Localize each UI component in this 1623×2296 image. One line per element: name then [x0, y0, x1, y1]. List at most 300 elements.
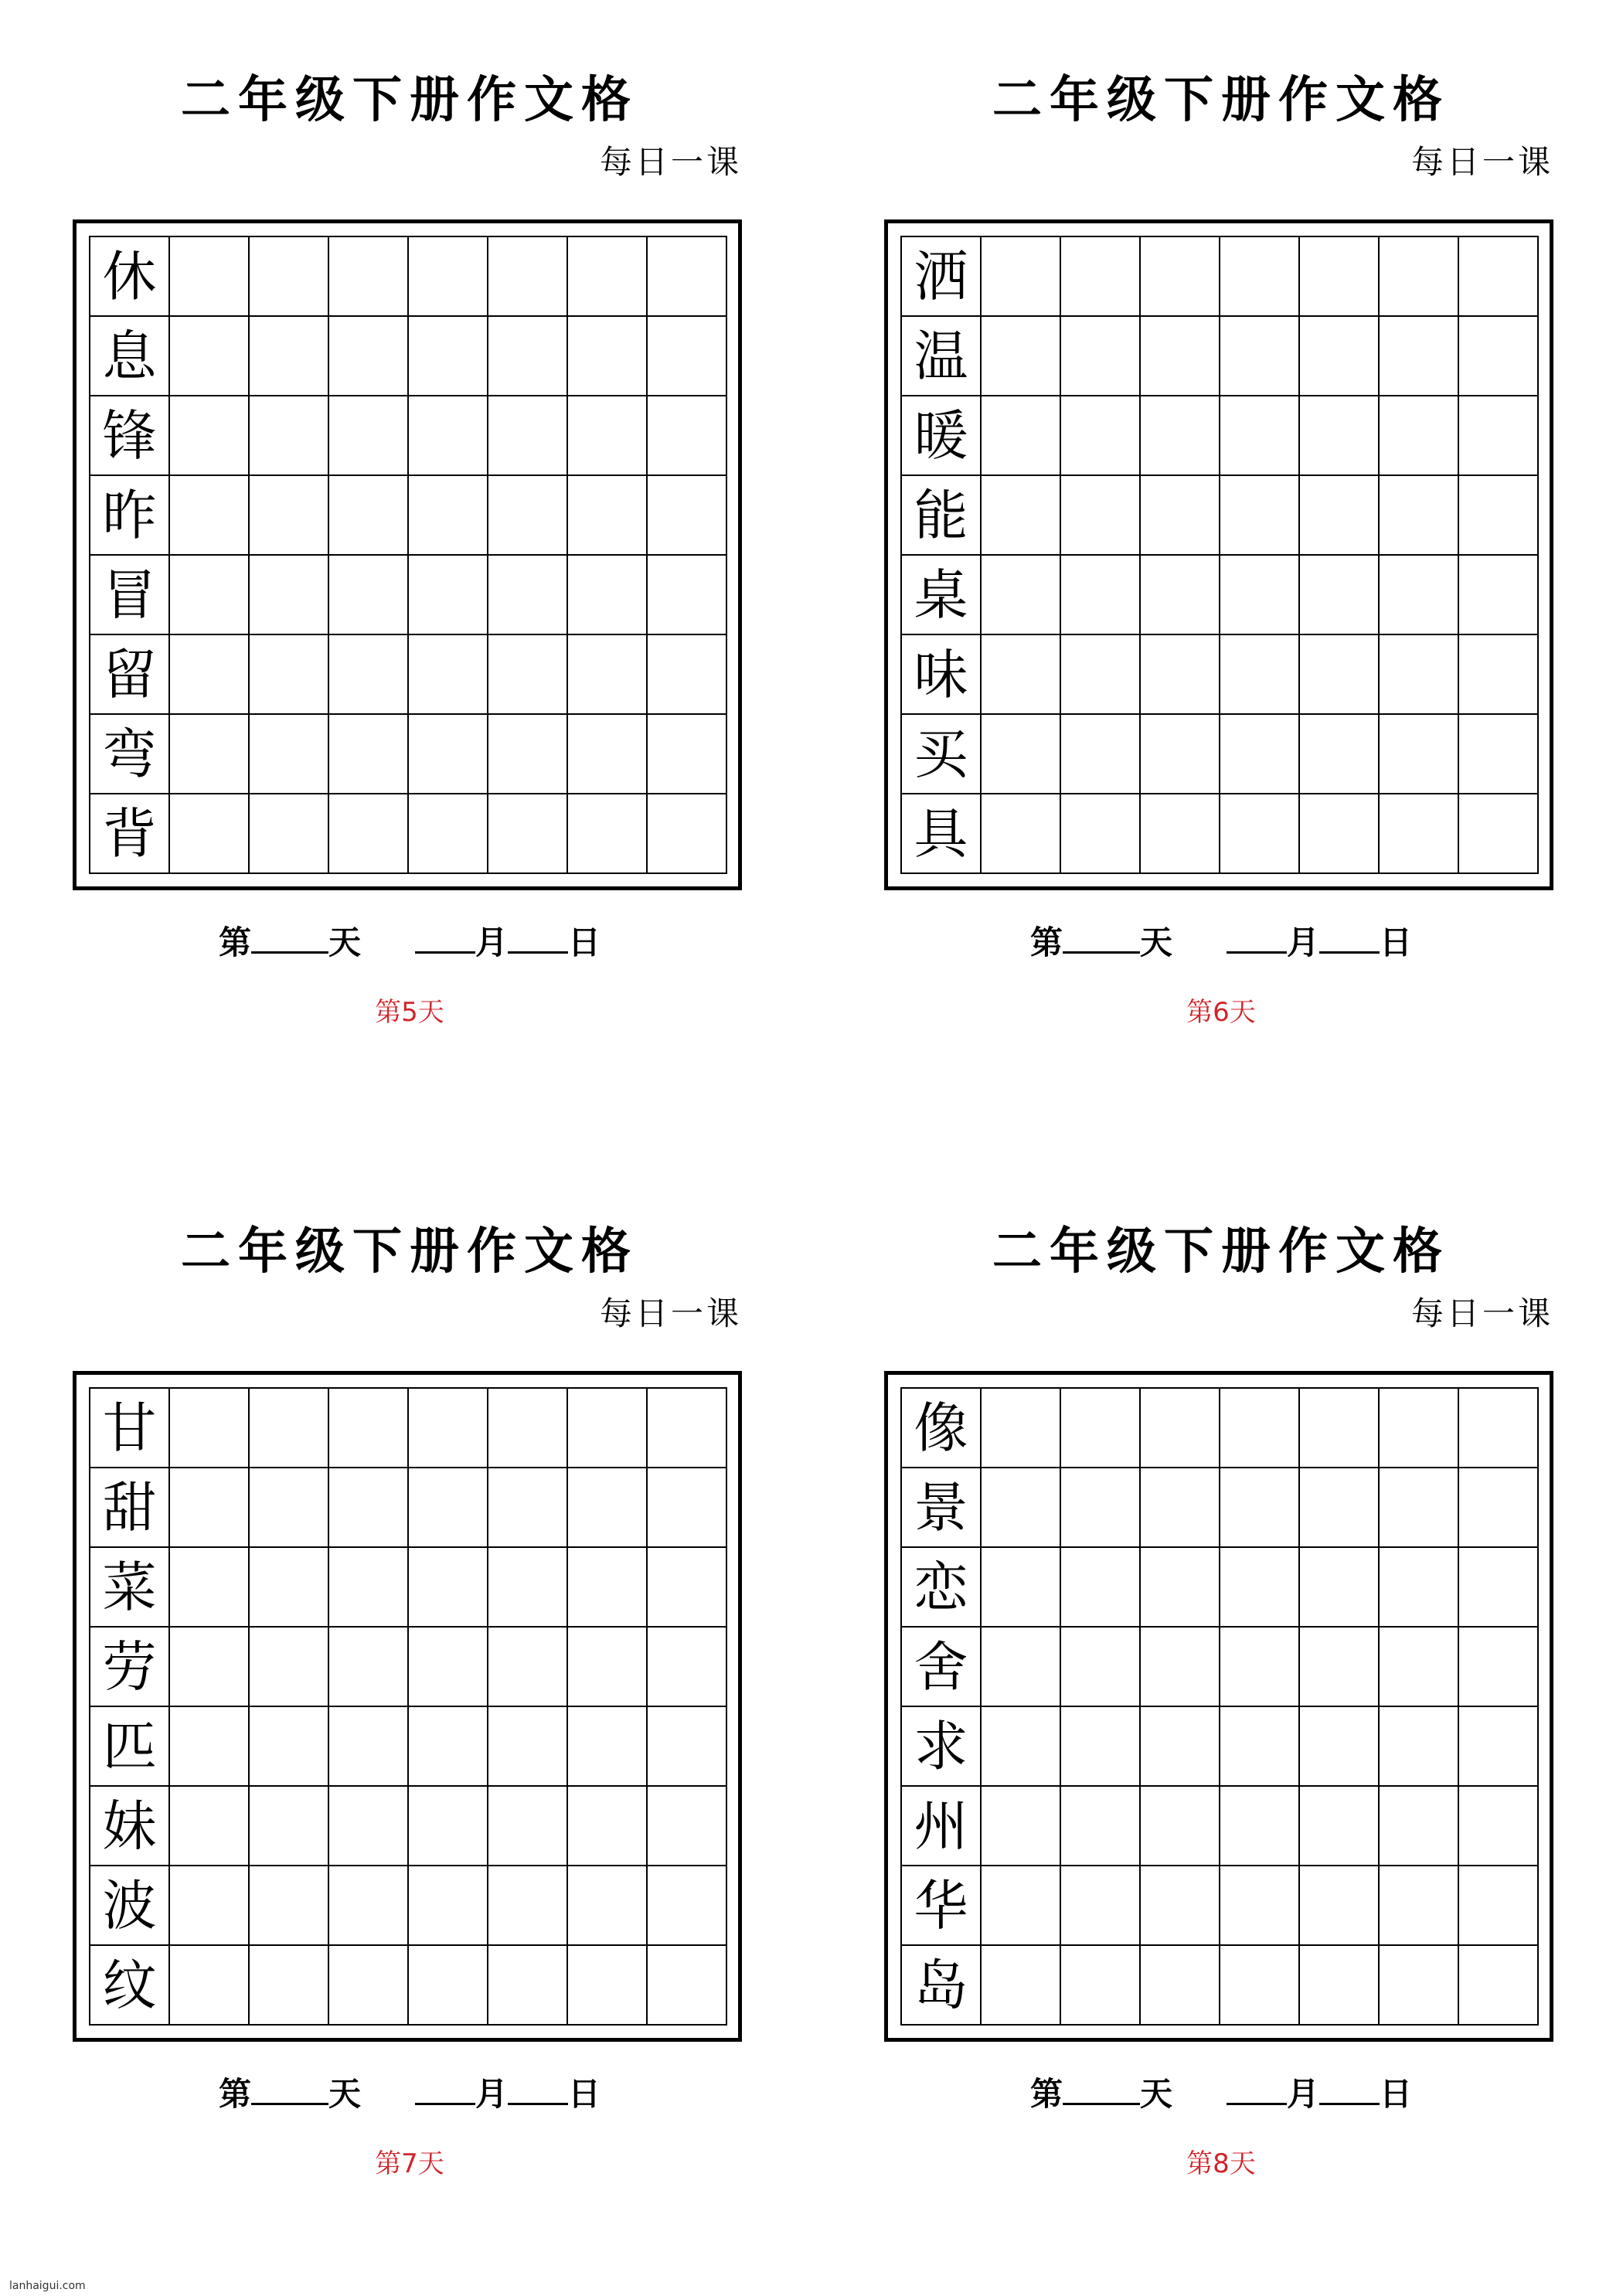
practice-cell[interactable]	[329, 1787, 409, 1866]
practice-cell[interactable]	[1300, 476, 1380, 556]
practice-cell[interactable]	[1380, 476, 1459, 556]
practice-cell[interactable]	[329, 1866, 409, 1946]
practice-cell[interactable]	[488, 396, 568, 476]
practice-cell[interactable]	[1141, 237, 1220, 317]
practice-cell[interactable]	[982, 1628, 1061, 1707]
practice-cell[interactable]	[1300, 237, 1380, 317]
model-character-cell: 买	[902, 715, 982, 794]
practice-cell[interactable]	[170, 556, 250, 635]
model-character-cell: 波	[90, 1866, 170, 1946]
practice-cell[interactable]	[170, 1389, 250, 1468]
practice-cell[interactable]	[329, 317, 409, 396]
day-word: 天	[328, 2075, 361, 2113]
practice-cell[interactable]	[648, 715, 727, 794]
worksheet-panel	[812, 0, 1623, 1036]
model-character-cell: 菜	[90, 1548, 170, 1628]
model-character-cell: 留	[90, 635, 170, 715]
practice-cell[interactable]	[488, 1548, 568, 1628]
date-blank[interactable]	[508, 2073, 568, 2105]
practice-cell[interactable]	[409, 1468, 488, 1548]
practice-cell[interactable]	[1300, 1468, 1380, 1548]
practice-cell[interactable]	[250, 1707, 329, 1787]
practice-cell[interactable]	[250, 396, 329, 476]
practice-cell[interactable]	[1300, 1866, 1380, 1946]
practice-cell[interactable]	[1300, 715, 1380, 794]
month-blank[interactable]	[1227, 2073, 1287, 2105]
practice-cell[interactable]	[1220, 635, 1300, 715]
practice-cell[interactable]	[1459, 635, 1539, 715]
month-word: 月	[1287, 2075, 1320, 2113]
day-word: 天	[1139, 2075, 1172, 2113]
practice-cell[interactable]	[568, 715, 648, 794]
practice-cell[interactable]	[1459, 1389, 1539, 1468]
practice-cell[interactable]	[170, 317, 250, 396]
practice-cell[interactable]	[1459, 1628, 1539, 1707]
practice-cell[interactable]	[329, 1707, 409, 1787]
model-character-cell: 桌	[902, 556, 982, 635]
day-label: 第7天	[375, 2148, 444, 2179]
practice-cell[interactable]	[409, 1707, 488, 1787]
worksheet-title: 二年级下册作文格	[992, 71, 1450, 129]
practice-cell[interactable]	[329, 556, 409, 635]
practice-cell[interactable]	[329, 396, 409, 476]
day-number-blank[interactable]	[1063, 922, 1140, 954]
practice-cell[interactable]	[1459, 1787, 1539, 1866]
practice-cell[interactable]	[568, 317, 648, 396]
practice-cell[interactable]	[1141, 1389, 1220, 1468]
practice-cell[interactable]	[1300, 556, 1380, 635]
date-line	[0, 920, 819, 966]
practice-cell[interactable]	[1141, 396, 1220, 476]
practice-cell[interactable]	[1380, 1628, 1459, 1707]
model-character-cell: 锋	[90, 396, 170, 476]
practice-cell[interactable]	[329, 1468, 409, 1548]
practice-cell[interactable]	[1300, 1548, 1380, 1628]
practice-cell[interactable]	[409, 556, 488, 635]
model-character-cell: 具	[902, 794, 982, 874]
practice-cell[interactable]	[329, 1389, 409, 1468]
practice-cell[interactable]	[568, 1707, 648, 1787]
date-line	[812, 2071, 1623, 2117]
practice-cell[interactable]	[1459, 396, 1539, 476]
practice-cell[interactable]	[1220, 1628, 1300, 1707]
practice-cell[interactable]	[1380, 237, 1459, 317]
model-character-cell: 背	[90, 794, 170, 874]
practice-cell[interactable]	[1380, 396, 1459, 476]
month-blank[interactable]	[1227, 922, 1287, 954]
model-character-cell: 纹	[90, 1946, 170, 2026]
practice-cell[interactable]	[1061, 1548, 1141, 1628]
practice-cell[interactable]	[170, 1628, 250, 1707]
writing-grid-frame	[73, 219, 742, 890]
practice-cell[interactable]	[1061, 237, 1141, 317]
practice-cell[interactable]	[250, 1787, 329, 1866]
practice-cell[interactable]	[648, 476, 727, 556]
model-character-cell: 弯	[90, 715, 170, 794]
practice-cell[interactable]	[1380, 1389, 1459, 1468]
practice-cell[interactable]	[1300, 317, 1380, 396]
practice-cell[interactable]	[170, 1866, 250, 1946]
model-character-cell: 甘	[90, 1389, 170, 1468]
month-blank[interactable]	[415, 922, 475, 954]
practice-cell[interactable]	[1220, 1866, 1300, 1946]
practice-cell[interactable]	[488, 1389, 568, 1468]
month-blank[interactable]	[415, 2073, 475, 2105]
practice-cell[interactable]	[409, 476, 488, 556]
practice-cell[interactable]	[250, 1946, 329, 2026]
practice-cell[interactable]	[170, 635, 250, 715]
practice-cell[interactable]	[250, 794, 329, 874]
month-word: 月	[475, 2075, 509, 2113]
practice-cell[interactable]	[1459, 1707, 1539, 1787]
worksheet-title: 二年级下册作文格	[992, 1223, 1450, 1281]
practice-cell[interactable]	[250, 1548, 329, 1628]
practice-cell[interactable]	[1141, 794, 1220, 874]
practice-cell[interactable]	[1061, 396, 1141, 476]
practice-cell[interactable]	[1220, 556, 1300, 635]
practice-cell[interactable]	[982, 635, 1061, 715]
practice-cell[interactable]	[1061, 1787, 1141, 1866]
practice-cell[interactable]	[329, 1548, 409, 1628]
day-label: 第6天	[1186, 997, 1256, 1028]
practice-cell[interactable]	[1220, 794, 1300, 874]
practice-cell[interactable]	[1459, 556, 1539, 635]
date-line	[812, 920, 1623, 966]
day-prefix: 第	[218, 2075, 251, 2113]
practice-cell[interactable]	[1220, 1946, 1300, 2026]
practice-cell[interactable]	[329, 1946, 409, 2026]
date-word: 日	[1380, 924, 1413, 961]
model-character-cell: 暖	[902, 396, 982, 476]
practice-cell[interactable]	[982, 1707, 1061, 1787]
practice-cell[interactable]	[170, 1707, 250, 1787]
practice-cell[interactable]	[250, 476, 329, 556]
practice-cell[interactable]	[329, 635, 409, 715]
practice-cell[interactable]	[250, 317, 329, 396]
practice-cell[interactable]	[648, 1787, 727, 1866]
practice-cell[interactable]	[1061, 317, 1141, 396]
practice-cell[interactable]	[648, 1707, 727, 1787]
day-number-blank[interactable]	[251, 922, 328, 954]
practice-cell[interactable]	[1141, 1548, 1220, 1628]
practice-cell[interactable]	[250, 556, 329, 635]
practice-cell[interactable]	[982, 1548, 1061, 1628]
practice-cell[interactable]	[568, 476, 648, 556]
practice-cell[interactable]	[568, 635, 648, 715]
practice-cell[interactable]	[488, 1787, 568, 1866]
practice-cell[interactable]	[409, 237, 488, 317]
practice-cell[interactable]	[1061, 1628, 1141, 1707]
practice-cell[interactable]	[1141, 1866, 1220, 1946]
model-character-cell: 昨	[90, 476, 170, 556]
practice-cell[interactable]	[982, 1866, 1061, 1946]
date-word: 日	[1380, 2075, 1413, 2113]
practice-cell[interactable]	[1380, 1707, 1459, 1787]
day-word: 天	[328, 924, 361, 961]
month-word: 月	[475, 924, 509, 961]
practice-cell[interactable]	[409, 794, 488, 874]
practice-cell[interactable]	[568, 237, 648, 317]
practice-cell[interactable]	[982, 715, 1061, 794]
model-character-cell: 匹	[90, 1707, 170, 1787]
practice-cell[interactable]	[488, 556, 568, 635]
practice-cell[interactable]	[1380, 1866, 1459, 1946]
practice-cell[interactable]	[1459, 1548, 1539, 1628]
practice-cell[interactable]	[1459, 715, 1539, 794]
model-character-cell: 温	[902, 317, 982, 396]
practice-cell[interactable]	[250, 1389, 329, 1468]
practice-cell[interactable]	[329, 715, 409, 794]
worksheet-subtitle: 每日一课	[599, 143, 742, 181]
practice-cell[interactable]	[568, 1787, 648, 1866]
practice-cell[interactable]	[1459, 1468, 1539, 1548]
practice-cell[interactable]	[409, 1866, 488, 1946]
day-label: 第5天	[375, 997, 444, 1028]
practice-cell[interactable]	[250, 1628, 329, 1707]
practice-cell[interactable]	[1300, 635, 1380, 715]
day-label: 第8天	[1186, 2148, 1256, 2179]
date-line	[0, 2071, 819, 2117]
practice-cell[interactable]	[1141, 1468, 1220, 1548]
practice-cell[interactable]	[982, 1468, 1061, 1548]
practice-cell[interactable]	[329, 476, 409, 556]
model-character-cell: 恋	[902, 1548, 982, 1628]
practice-cell[interactable]	[1300, 396, 1380, 476]
worksheet-panel	[0, 0, 819, 1036]
practice-cell[interactable]	[982, 794, 1061, 874]
model-character-cell: 冒	[90, 556, 170, 635]
practice-cell[interactable]	[1300, 1628, 1380, 1707]
practice-cell[interactable]	[1380, 317, 1459, 396]
worksheet-panel	[812, 1151, 1623, 2187]
practice-cell[interactable]	[170, 1946, 250, 2026]
practice-cell[interactable]	[250, 635, 329, 715]
practice-cell[interactable]	[648, 635, 727, 715]
practice-cell[interactable]	[648, 1468, 727, 1548]
practice-cell[interactable]	[409, 1787, 488, 1866]
practice-cell[interactable]	[1220, 1389, 1300, 1468]
practice-cell[interactable]	[648, 317, 727, 396]
model-character-cell: 息	[90, 317, 170, 396]
practice-cell[interactable]	[1061, 1468, 1141, 1548]
model-character-cell: 能	[902, 476, 982, 556]
model-character-cell: 华	[902, 1866, 982, 1946]
practice-cell[interactable]	[170, 237, 250, 317]
model-character-cell: 像	[902, 1389, 982, 1468]
practice-cell[interactable]	[1141, 635, 1220, 715]
practice-cell[interactable]	[568, 556, 648, 635]
practice-cell[interactable]	[982, 476, 1061, 556]
date-word: 日	[568, 924, 601, 961]
practice-cell[interactable]	[1061, 476, 1141, 556]
practice-cell[interactable]	[488, 1707, 568, 1787]
practice-cell[interactable]	[488, 794, 568, 874]
practice-cell[interactable]	[1061, 1389, 1141, 1468]
practice-cell[interactable]	[1061, 556, 1141, 635]
practice-cell[interactable]	[409, 1548, 488, 1628]
practice-cell[interactable]	[648, 1548, 727, 1628]
practice-cell[interactable]	[170, 396, 250, 476]
writing-grid	[900, 236, 1539, 874]
practice-cell[interactable]	[1300, 794, 1380, 874]
day-prefix: 第	[1029, 2075, 1063, 2113]
model-character-cell: 味	[902, 635, 982, 715]
worksheet-subtitle: 每日一课	[1410, 143, 1553, 181]
month-word: 月	[1287, 924, 1320, 961]
practice-cell[interactable]	[568, 794, 648, 874]
writing-grid	[89, 1387, 727, 2026]
practice-cell[interactable]	[1220, 317, 1300, 396]
practice-cell[interactable]	[1300, 1707, 1380, 1787]
practice-cell[interactable]	[1380, 1548, 1459, 1628]
practice-cell[interactable]	[648, 1866, 727, 1946]
practice-cell[interactable]	[982, 1389, 1061, 1468]
worksheet-title: 二年级下册作文格	[181, 71, 638, 129]
practice-cell[interactable]	[568, 1468, 648, 1548]
practice-cell[interactable]	[982, 556, 1061, 635]
practice-cell[interactable]	[488, 1946, 568, 2026]
worksheet-subtitle: 每日一课	[599, 1294, 742, 1332]
practice-cell[interactable]	[1141, 715, 1220, 794]
practice-cell[interactable]	[409, 715, 488, 794]
practice-cell[interactable]	[568, 1548, 648, 1628]
practice-cell[interactable]	[170, 1468, 250, 1548]
practice-cell[interactable]	[170, 715, 250, 794]
writing-grid	[900, 1387, 1539, 2026]
practice-cell[interactable]	[488, 237, 568, 317]
practice-cell[interactable]	[488, 1628, 568, 1707]
practice-cell[interactable]	[170, 476, 250, 556]
practice-cell[interactable]	[1061, 635, 1141, 715]
practice-cell[interactable]	[1380, 556, 1459, 635]
practice-cell[interactable]	[648, 556, 727, 635]
practice-cell[interactable]	[488, 476, 568, 556]
practice-cell[interactable]	[1220, 1548, 1300, 1628]
practice-cell[interactable]	[1380, 1787, 1459, 1866]
day-prefix: 第	[1029, 924, 1063, 961]
practice-cell[interactable]	[568, 1628, 648, 1707]
practice-cell[interactable]	[982, 396, 1061, 476]
practice-cell[interactable]	[1459, 1946, 1539, 2026]
practice-cell[interactable]	[1061, 1707, 1141, 1787]
practice-cell[interactable]	[1380, 1468, 1459, 1548]
practice-cell[interactable]	[1220, 715, 1300, 794]
day-number-blank[interactable]	[1063, 2073, 1140, 2105]
practice-cell[interactable]	[648, 1628, 727, 1707]
practice-cell[interactable]	[1380, 794, 1459, 874]
model-character-cell: 景	[902, 1468, 982, 1548]
practice-cell[interactable]	[982, 317, 1061, 396]
practice-cell[interactable]	[568, 1866, 648, 1946]
model-character-cell: 甜	[90, 1468, 170, 1548]
practice-cell[interactable]	[982, 1946, 1061, 2026]
practice-cell[interactable]	[250, 1468, 329, 1548]
practice-cell[interactable]	[568, 396, 648, 476]
worksheet-subtitle: 每日一课	[1410, 1294, 1553, 1332]
practice-cell[interactable]	[568, 1389, 648, 1468]
practice-cell[interactable]	[1061, 1946, 1141, 2026]
practice-cell[interactable]	[329, 1628, 409, 1707]
practice-cell[interactable]	[1220, 237, 1300, 317]
practice-cell[interactable]	[329, 237, 409, 317]
practice-cell[interactable]	[1061, 1866, 1141, 1946]
practice-cell[interactable]	[1380, 715, 1459, 794]
practice-cell[interactable]	[409, 1389, 488, 1468]
practice-cell[interactable]	[982, 237, 1061, 317]
practice-cell[interactable]	[409, 396, 488, 476]
practice-cell[interactable]	[1141, 476, 1220, 556]
day-number-blank[interactable]	[251, 2073, 328, 2105]
practice-cell[interactable]	[648, 1946, 727, 2026]
practice-cell[interactable]	[488, 635, 568, 715]
practice-cell[interactable]	[648, 237, 727, 317]
practice-cell[interactable]	[648, 396, 727, 476]
practice-cell[interactable]	[488, 1468, 568, 1548]
practice-cell[interactable]	[648, 794, 727, 874]
practice-cell[interactable]	[1300, 1389, 1380, 1468]
practice-cell[interactable]	[1459, 317, 1539, 396]
practice-cell[interactable]	[1061, 794, 1141, 874]
date-blank[interactable]	[1319, 2073, 1380, 2105]
practice-cell[interactable]	[1141, 1787, 1220, 1866]
practice-cell[interactable]	[1380, 635, 1459, 715]
practice-cell[interactable]	[1220, 1707, 1300, 1787]
practice-cell[interactable]	[488, 317, 568, 396]
practice-cell[interactable]	[250, 237, 329, 317]
practice-cell[interactable]	[1459, 794, 1539, 874]
date-blank[interactable]	[1319, 922, 1380, 954]
practice-cell[interactable]	[568, 1946, 648, 2026]
practice-cell[interactable]	[409, 1946, 488, 2026]
watermark: lanhaigui.com	[9, 2280, 86, 2292]
practice-cell[interactable]	[170, 794, 250, 874]
practice-cell[interactable]	[170, 1548, 250, 1628]
practice-cell[interactable]	[982, 1787, 1061, 1866]
practice-cell[interactable]	[1220, 1468, 1300, 1548]
practice-cell[interactable]	[488, 715, 568, 794]
practice-cell[interactable]	[1141, 1628, 1220, 1707]
practice-cell[interactable]	[250, 1866, 329, 1946]
date-blank[interactable]	[508, 922, 568, 954]
practice-cell[interactable]	[488, 1866, 568, 1946]
practice-cell[interactable]	[170, 1787, 250, 1866]
practice-cell[interactable]	[250, 715, 329, 794]
practice-cell[interactable]	[1459, 476, 1539, 556]
practice-cell[interactable]	[329, 794, 409, 874]
practice-cell[interactable]	[1459, 1866, 1539, 1946]
writing-grid-frame	[884, 1371, 1553, 2042]
practice-cell[interactable]	[1300, 1946, 1380, 2026]
practice-cell[interactable]	[1220, 1787, 1300, 1866]
practice-cell[interactable]	[1459, 237, 1539, 317]
practice-cell[interactable]	[1220, 476, 1300, 556]
practice-cell[interactable]	[1141, 317, 1220, 396]
model-character-cell: 舍	[902, 1628, 982, 1707]
practice-cell[interactable]	[1061, 715, 1141, 794]
practice-cell[interactable]	[648, 1389, 727, 1468]
practice-cell[interactable]	[409, 317, 488, 396]
practice-cell[interactable]	[1380, 1946, 1459, 2026]
practice-cell[interactable]	[1141, 1946, 1220, 2026]
writing-grid-frame	[884, 219, 1553, 890]
practice-cell[interactable]	[1141, 556, 1220, 635]
practice-cell[interactable]	[1141, 1707, 1220, 1787]
practice-cell[interactable]	[1300, 1787, 1380, 1866]
practice-cell[interactable]	[1220, 396, 1300, 476]
practice-cell[interactable]	[409, 1628, 488, 1707]
day-word: 天	[1139, 924, 1172, 961]
practice-cell[interactable]	[409, 635, 488, 715]
